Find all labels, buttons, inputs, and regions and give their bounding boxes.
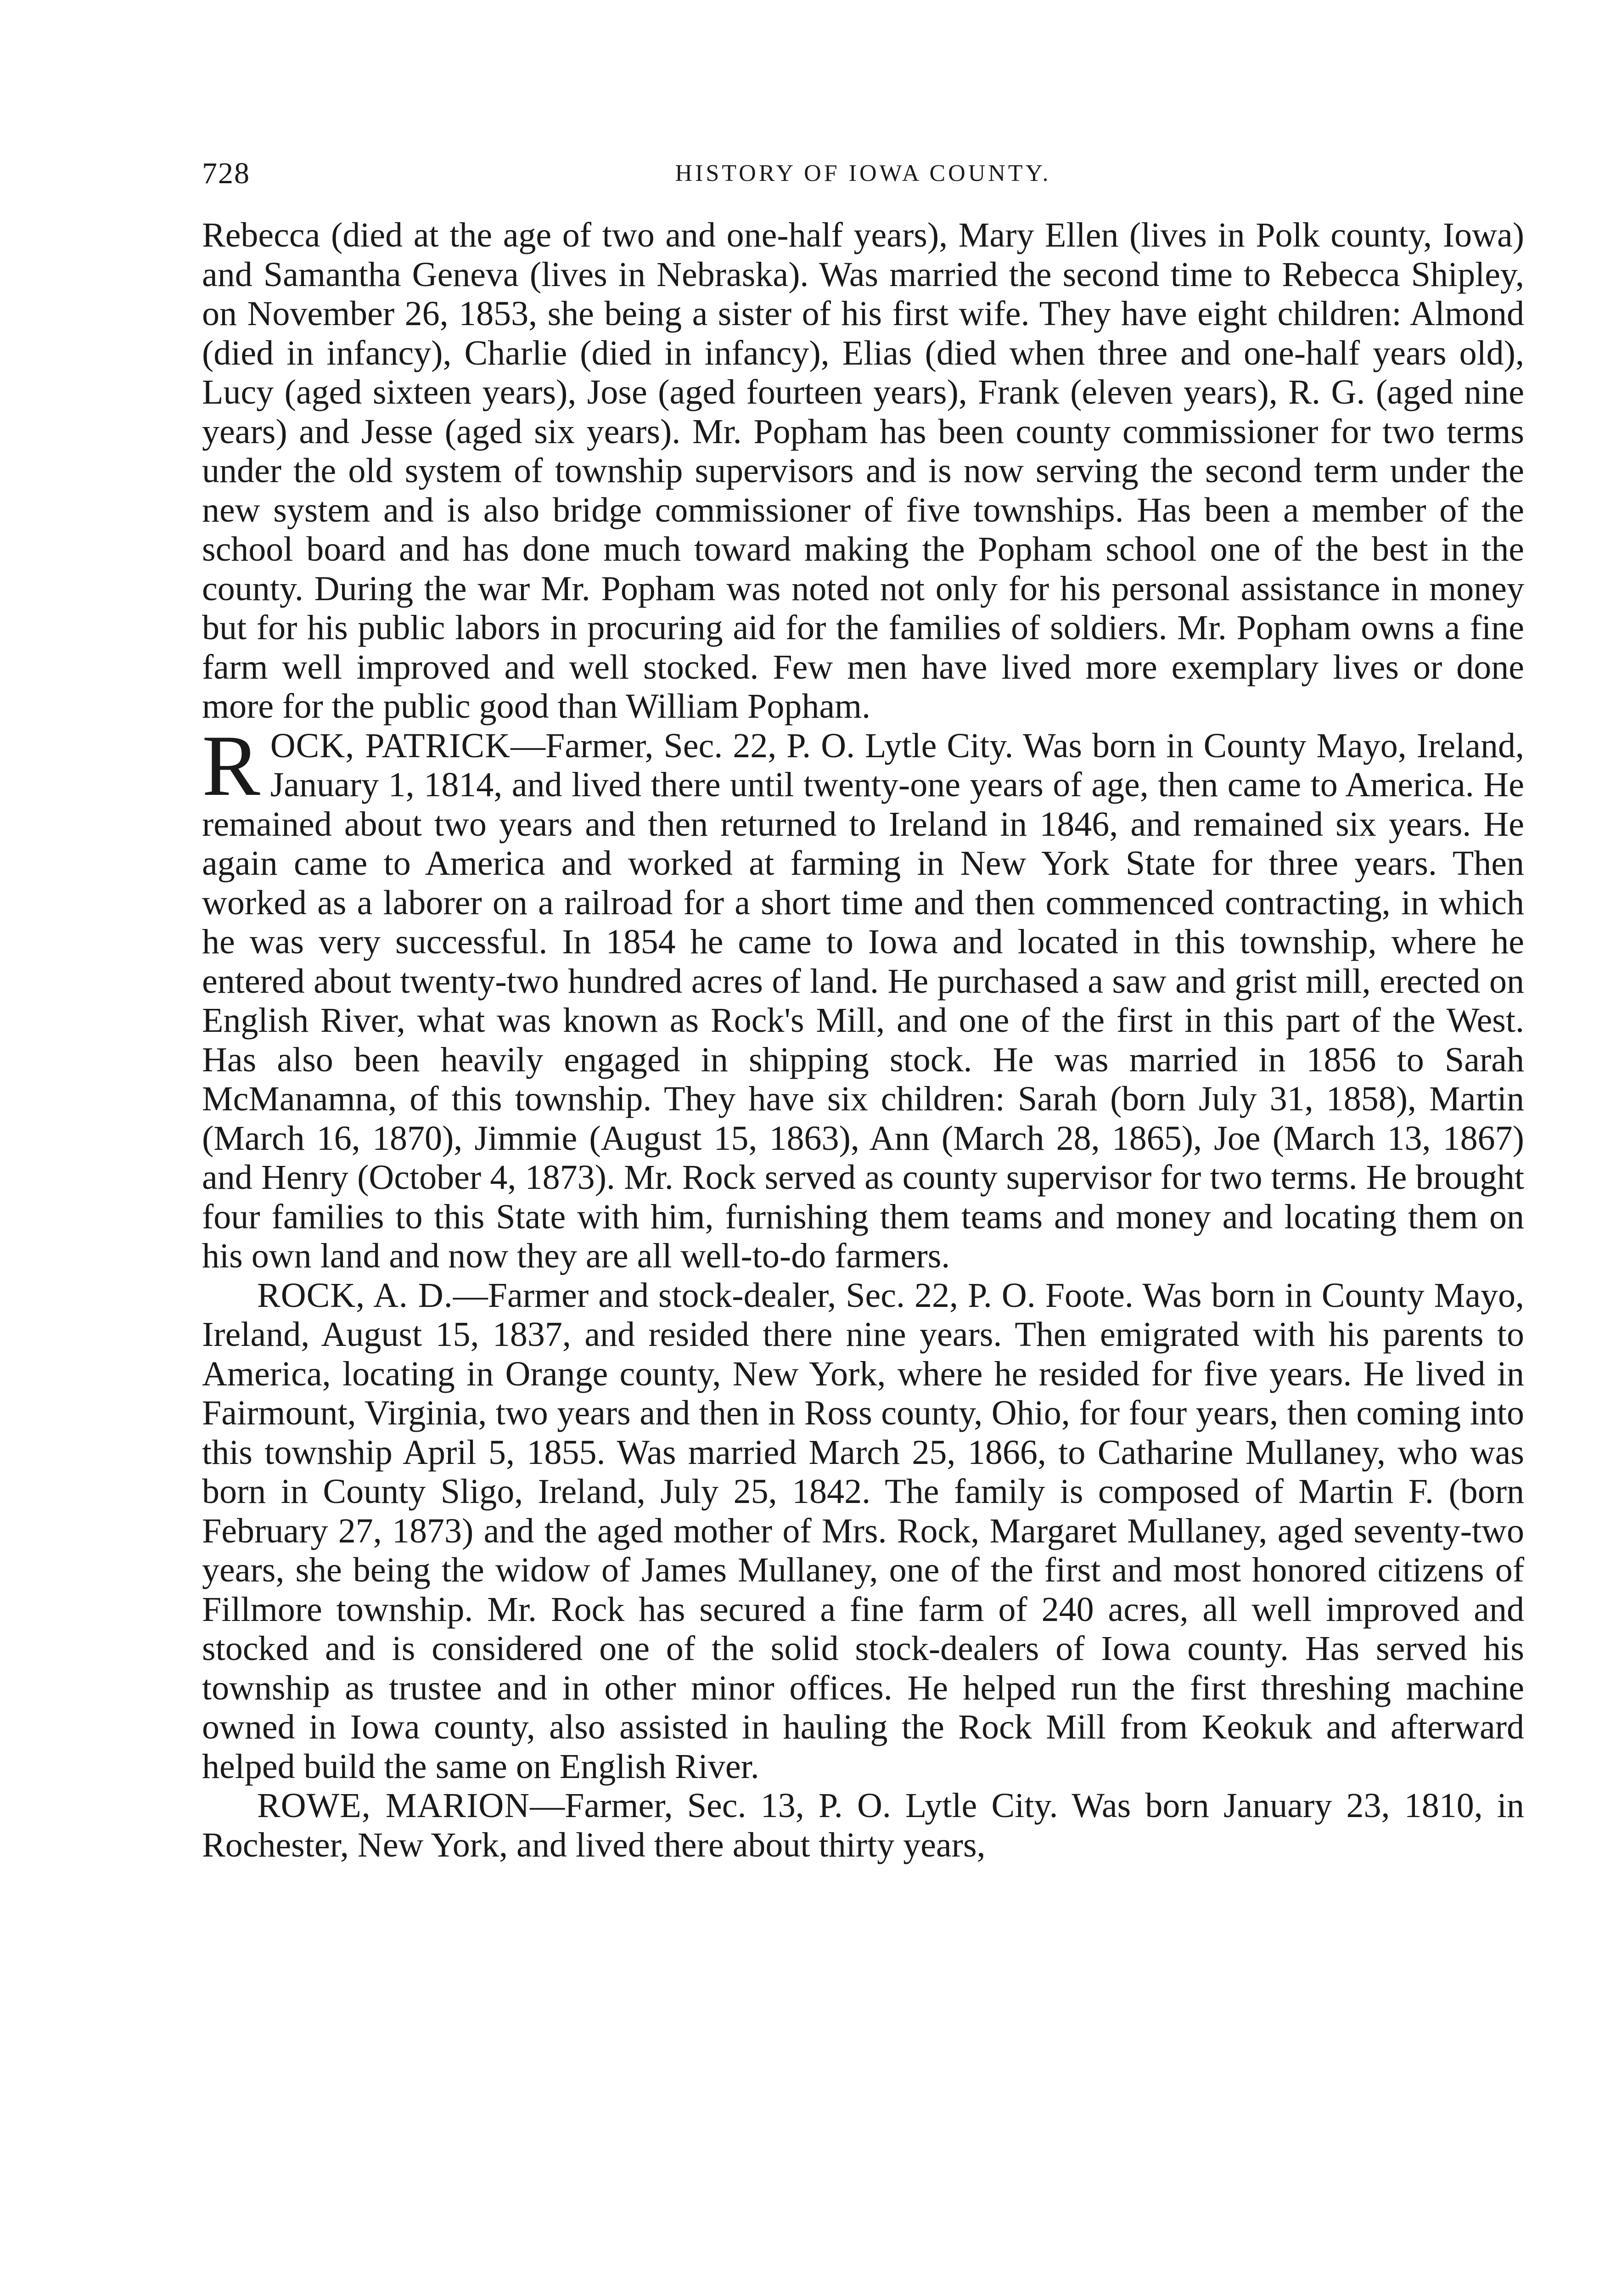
rock-ad-heading: ROCK, A. D. <box>257 1276 453 1315</box>
rowe-marion-heading: ROWE, MARION <box>257 1786 530 1825</box>
running-title: HISTORY OF IOWA COUNTY. <box>675 160 1051 186</box>
popham-paragraph <box>202 216 1524 726</box>
rock-ad-heading-suffix: —Farmer and stock-dealer, Sec. 22, P. O. Foote. <box>453 1276 1133 1315</box>
popham-text: Rebecca (died at the age of two and one-half years), Mary Ellen (lives in Polk county, Iowa) and Samantha Geneva (lives in Nebraska). Was married the second time to Rebecca Shipley, on November 26, 1853, she being a sister of his first wife. They have eight children: Almond (died in infancy), Charlie (died in infancy), Elias (died when three and one-half years old), Lucy (aged sixteen years), Jose (aged fourteen years), Frank (eleven years), R. G. (aged nine years) and Jesse (aged six years). Mr. Popham has been county commissioner for two terms under the old system of township supervisors and is now serving the second term under the new system and is also bridge commissioner of five townships. Has been a member of the school board and has done much toward making the Popham school one of the best in the county. During the war Mr. Popham was noted not only for his personal assistance in money but for his public labors in procuring aid for the families of soldiers. Mr. Popham owns a fine farm well improved and well stocked. Few men have lived more exemplary lives or done more for the public good than William Popham. <box>202 216 1524 726</box>
running-head <box>202 156 1524 202</box>
rock-patrick-heading: OCK, PATRICK <box>270 726 511 765</box>
rowe-marion-paragraph <box>202 1786 1524 1865</box>
rock-ad-text: Was born in County Mayo, Ireland, August 15, 1837, and resided there nine years. Then emigrated with his parents to America, locating in Orange county, New York, where he resided for five years. He lived in Fairmount, Virginia, two years and then in Ross county, Ohio, for four years, then coming into this township April 5, 1855. Was married March 25, 1866, to Catharine Mullaney, who was born in County Sligo, Ireland, July 25, 1842. The family is composed of Martin F. (born February 27, 1873) and the aged mother of Mrs. Rock, Margaret Mullaney, aged seventy-two years, she being the widow of James Mullaney, one of the first and most honored citizens of Fillmore township. Mr. Rock has secured a fine farm of 240 acres, all well improved and stocked and is considered one of the solid stock-dealers of Iowa county. Has served his township as trustee and in other minor offices. He helped run the first threshing machine owned in Iowa county, also assisted in hauling the Rock Mill from Keokuk and afterward helped build the same on English River. <box>202 1276 1524 1786</box>
rock-patrick-entry <box>202 717 1524 1276</box>
page-number: 728 <box>202 157 250 190</box>
rock-patrick-paragraph <box>202 717 1524 1276</box>
rowe-marion-text: Was born January 23, 1810, in Rochester, New York, and lived there about thirty years, <box>202 1786 1525 1864</box>
rock-patrick-text: Was born in County Mayo, Ireland, January 1, 1814, and lived there until twenty-one years of age, then came to America. He remained about two years and then returned to Ireland in 1846, and remained six years. He again came to America and worked at farming in New York State for three years. Then worked as a laborer on a railroad for a short time and then commenced contracting, in which he was very successful. In 1854 he came to Iowa and located in this township, where he entered about twenty-two hundred acres of land. He purchased a saw and grist mill, erected on English River, what was known as Rock's Mill, and one of the first in this part of the West. Has also been heavily engaged in shipping stock. He was married in 1856 to Sarah McManamna, of this township. They have six children: Sarah (born July 31, 1858), Martin (March 16, 1870), Jimmie (August 15, 1863), Ann (March 28, 1865), Joe (March 13, 1867) and Henry (October 4, 1873). Mr. Rock served as county supervisor for two terms. He brought four families to this State with him, furnishing them teams and money and locating them on his own land and now they are all well-to-do farmers. <box>202 726 1524 1275</box>
rock-ad-paragraph <box>202 1276 1524 1787</box>
rock-patrick-heading-suffix: —Farmer, Sec. 22, P. O. Lytle City. <box>511 726 1014 765</box>
drop-cap: R <box>202 717 260 814</box>
rowe-marion-heading-suffix: —Farmer, Sec. 13, P. O. Lytle City. <box>530 1786 1058 1825</box>
book-page <box>202 156 1524 1865</box>
